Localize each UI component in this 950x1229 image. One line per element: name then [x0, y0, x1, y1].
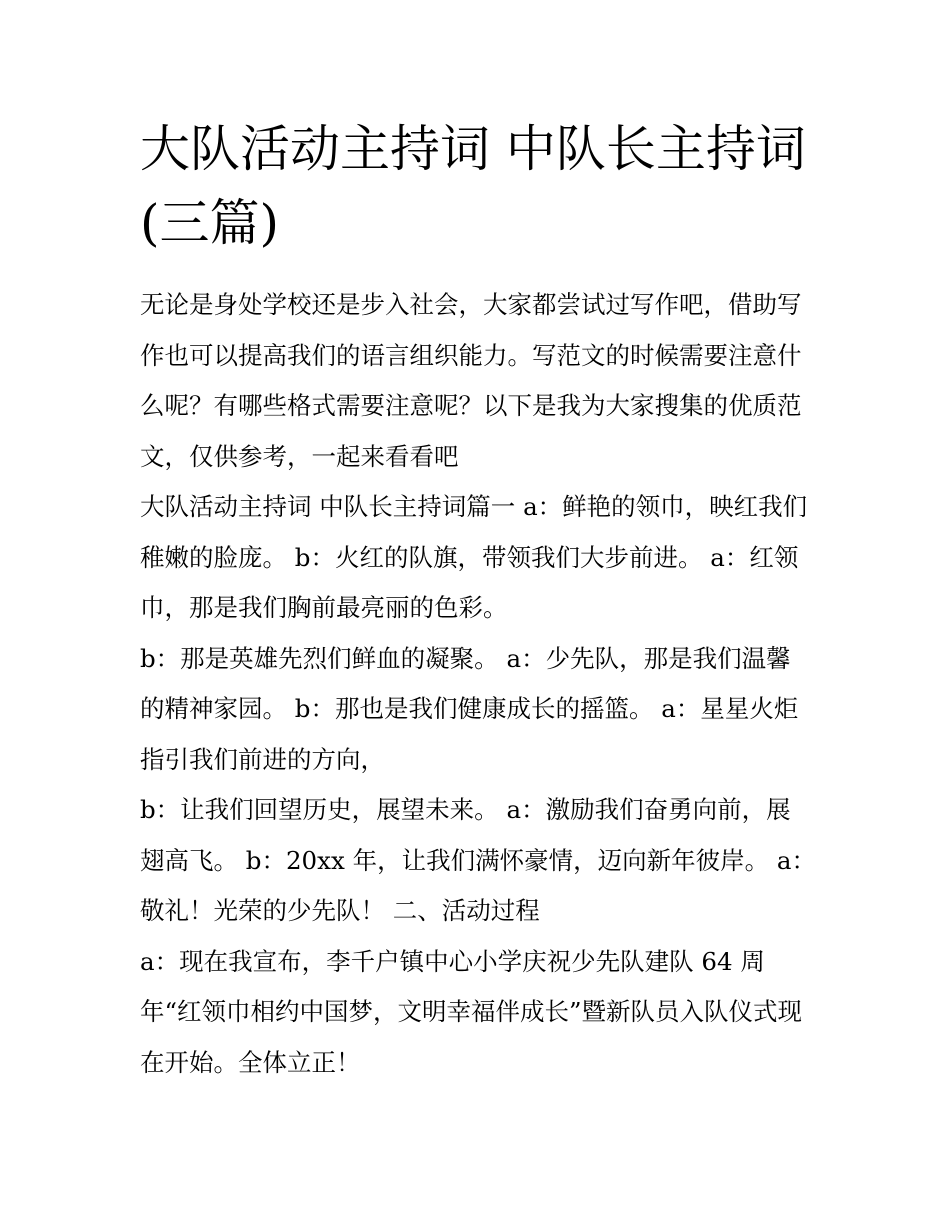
body-line-9: 的精神家园。 b：那也是我们健康成长的摇篮。 a：星星火炬 — [140, 694, 799, 723]
title-line-2: (三篇) — [140, 194, 280, 252]
body-line-11: b：让我们回望历史，展望未来。 a：激励我们奋勇向前，展 — [140, 795, 791, 824]
body-line-13: 敬礼！光荣的少先队！ 二、活动过程 — [140, 896, 540, 925]
body-line-15: 年“红领巾相约中国梦，文明幸福伴成长”暨新队员入队仪式现 — [140, 997, 803, 1026]
body-line-1: 无论是身处学校还是步入社会，大家都尝试过写作吧，借助写 — [140, 290, 802, 319]
body-line-4: 文，仅供参考，一起来看看吧 — [140, 441, 459, 471]
title-line-1: 大队活动主持词 中队长主持词 — [140, 120, 806, 178]
body-line-2: 作也可以提高我们的语言组织能力。写范文的时候需要注意什 — [140, 340, 802, 370]
body-line-7: 巾，那是我们胸前最亮丽的色彩。 — [140, 593, 508, 622]
body-line-5: 大队活动主持词 中队长主持词篇一 a：鲜艳的领巾，映红我们 — [140, 492, 808, 521]
body-line-6: 稚嫩的脸庞。 b：火红的队旗，带领我们大步前进。 a：红领 — [140, 542, 799, 572]
body-line-8: b：那是英雄先烈们鲜血的凝聚。 a：少先队，那是我们温馨 — [140, 643, 791, 673]
document-title — [140, 112, 820, 260]
body-line-16: 在开始。全体立正！ — [140, 1047, 361, 1077]
body-line-10: 指引我们前进的方向， — [140, 744, 385, 774]
document-body — [140, 280, 820, 1088]
body-line-14: a：现在我宣布，李千户镇中心小学庆祝少先队建队 64 周 — [140, 946, 765, 976]
body-line-3: 么呢？有哪些格式需要注意呢？以下是我为大家搜集的优质范 — [140, 391, 802, 420]
body-line-12: 翅高飞。 b：20xx 年，让我们满怀豪情，迈向新年彼岸。 a： — [140, 845, 816, 875]
